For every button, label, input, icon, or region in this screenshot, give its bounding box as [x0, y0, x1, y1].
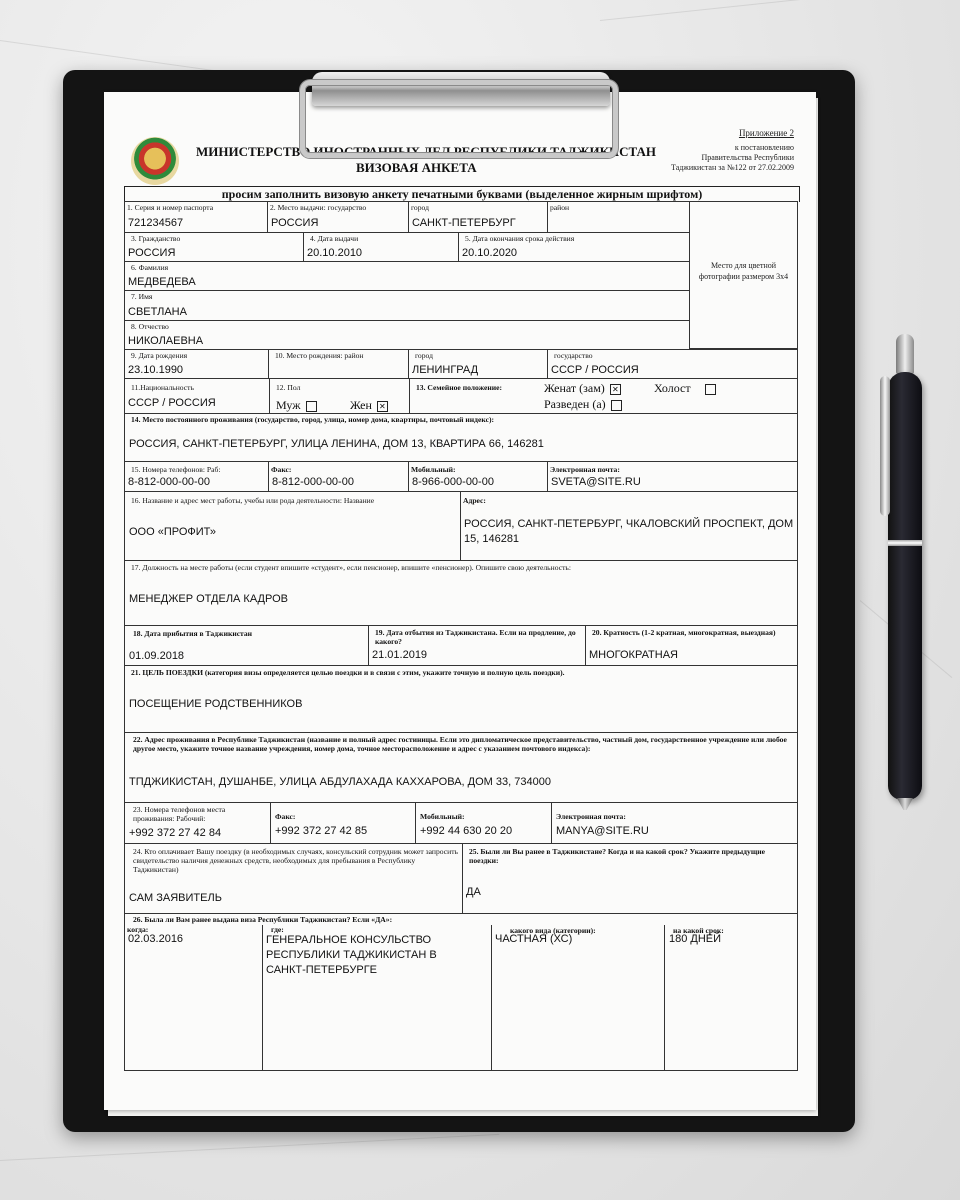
field-label: 7. Имя: [131, 292, 153, 301]
field-value: СССР / РОССИЯ: [128, 397, 216, 409]
field-value: РОССИЯ: [128, 247, 176, 259]
field-birth-date[interactable]: [124, 349, 269, 379]
option-label: Женат (зам): [544, 381, 605, 395]
marital-married-option[interactable]: [544, 381, 621, 396]
field-label: 24. Кто оплачивает Вашу поездку (в необходимых случаях, консульский сотрудник может запросить свидетельство наличия денежных средств, необходимых для пребывания в Республику Таджикистан): [133, 847, 458, 874]
field-value: 20.10.2010: [307, 247, 363, 259]
field-value: СССР / РОССИЯ: [551, 364, 639, 376]
marital-divorced-checkbox[interactable]: [611, 400, 622, 411]
field-first-name[interactable]: [124, 290, 690, 321]
field-label: 14. Место постоянного проживания (государство, город, улица, номер дома, квартиры, почтовый индекс):: [131, 415, 495, 424]
decree-line: Таджикистан за №122 от 27.02.2009: [671, 163, 794, 172]
field-label: 19. Дата отбытия из Таджикистана. Если на продление, до какого?: [375, 628, 576, 646]
photo-caption: Место для цветной фотографии размером 3х4: [698, 261, 789, 281]
field-label: 1. Серия и номер паспорта: [127, 203, 214, 212]
gender-male-checkbox[interactable]: [306, 401, 317, 412]
field-value: САНКТ-ПЕТЕРБУРГ: [412, 217, 516, 229]
appendix-label: Приложение 2: [738, 128, 794, 138]
field-label: 11.Национальность: [131, 383, 194, 392]
field-value: МЕНЕДЖЕР ОТДЕЛА КАДРОВ: [129, 593, 288, 605]
field-value: РОССИЯ, САНКТ-ПЕТЕРБУРГ, ЧКАЛОВСКИЙ ПРОСПЕКТ, ДОМ 15, 146281: [464, 518, 794, 545]
gender-female-checkbox[interactable]: ✕: [377, 401, 388, 412]
field-arrival-date[interactable]: [124, 625, 369, 666]
field-value: ПОСЕЩЕНИЕ РОДСТВЕННИКОВ: [129, 698, 303, 710]
field-value: СВЕТЛАНА: [128, 306, 187, 318]
field-label: 17. Должность на месте работы (если студент впишите «студент», если пенсионер, впишите «пенсионер). Опишите свою деятельность:: [131, 563, 571, 572]
pen: [888, 372, 922, 800]
marital-divorced-option[interactable]: [544, 397, 622, 412]
fill-instructions: просим заполнить визовую анкету печатными буквами (выделенное жирным шрифтом): [124, 186, 800, 202]
field-visa-when[interactable]: [124, 925, 263, 1071]
field-label: город: [415, 351, 433, 360]
field-citizenship[interactable]: [124, 232, 304, 262]
field-value: РОССИЯ, САНКТ-ПЕТЕРБУРГ, УЛИЦА ЛЕНИНА, ДОМ 13, КВАРТИРА 66, 146281: [129, 438, 544, 450]
marble-vein: [600, 0, 958, 21]
field-surname[interactable]: [124, 261, 690, 291]
field-residence-address[interactable]: [124, 413, 798, 462]
field-label: Электронная почта:: [550, 465, 620, 474]
field-label: на какой срок:: [673, 926, 724, 935]
field-label: город: [411, 203, 429, 212]
decree-note: [671, 128, 794, 173]
field-trip-payer[interactable]: [124, 843, 463, 914]
field-marital-status[interactable]: [409, 378, 798, 414]
field-stay-fax[interactable]: [270, 802, 416, 844]
field-value: 20.10.2020: [462, 247, 518, 259]
field-stay-mobile[interactable]: [415, 802, 552, 844]
decree-line: Правительства Республики: [701, 153, 794, 162]
field-value: НИКОЛАЕВНА: [128, 335, 204, 347]
pen-clip: [880, 376, 890, 516]
coat-of-arms-emblem: [131, 137, 179, 185]
field-label: 16. Название и адрес мест работы, учебы или рода деятельности: Название: [131, 496, 375, 505]
field-value: ДА: [466, 886, 481, 898]
form-title: ВИЗОВАЯ АНКЕТА: [356, 160, 477, 175]
option-label: Муж: [276, 398, 301, 412]
field-workplace-name[interactable]: [124, 491, 461, 561]
field-value: ГЕНЕРАЛЬНОЕ КОНСУЛЬСТВО РЕСПУБЛИКИ ТАДЖИКИСТАН В САНКТ-ПЕТЕРБУРГЕ: [266, 934, 437, 976]
option-label: Холост: [654, 381, 691, 395]
pen-tip: [897, 798, 913, 810]
field-label: 5. Дата окончания срока действия: [465, 234, 575, 243]
photo-placeholder: [689, 201, 798, 349]
field-label: Мобильный:: [420, 812, 465, 821]
field-label: 18. Дата прибытия в Таджикистан: [133, 629, 253, 638]
field-label: 2. Место выдачи: государство: [270, 203, 367, 212]
field-birth-state[interactable]: [547, 349, 798, 379]
field-label: Мобильный:: [411, 465, 456, 474]
field-label: когда:: [127, 925, 149, 934]
field-trip-purpose[interactable]: [124, 665, 798, 733]
field-label: 21. ЦЕЛЬ ПОЕЗДКИ (категория визы определяется целью поездки и в связи с этим, укажите точную и полную цель поездки).: [131, 668, 565, 677]
field-label: Факс:: [275, 812, 296, 821]
marital-single-option[interactable]: [654, 381, 716, 396]
clipboard-clip-wire: [300, 80, 618, 158]
field-label: где:: [271, 925, 284, 934]
field-label: 13. Семейное положение:: [416, 383, 503, 392]
field-expiry-date[interactable]: [458, 232, 690, 262]
field-passport-number[interactable]: [124, 201, 268, 233]
field-patronymic[interactable]: [124, 320, 690, 350]
field-entry-multiplicity[interactable]: [585, 625, 798, 666]
field-label: район: [550, 203, 570, 212]
field-fax[interactable]: [268, 461, 409, 492]
field-value: 8-812-000-00-00: [272, 476, 354, 488]
field-label: 26. Была ли Вам ранее выдана виза Республики Таджикистан? Если «ДА»:: [133, 915, 393, 924]
field-birth-city[interactable]: [408, 349, 548, 379]
field-label: 22. Адрес проживания в Республике Таджикистан (название и полный адрес гостиницы. Если это дипломатическое представительство, частный дом, государственное учреждение или любое другое место, укажите точное название учреждения, номер дома, точное месторасположение и адрес с указанием почтового индекса):: [133, 735, 787, 753]
gender-male-option[interactable]: [276, 398, 317, 413]
field-birth-district[interactable]: [268, 349, 409, 379]
field-stay-phone-work[interactable]: [124, 802, 271, 844]
field-value: MANYA@SITE.RU: [556, 825, 649, 837]
field-email[interactable]: [547, 461, 798, 492]
field-label: Адрес:: [463, 496, 486, 505]
pen-ring: [888, 540, 922, 546]
field-value: +992 372 27 42 84: [129, 827, 222, 839]
field-value: ТПДЖИКИСТАН, ДУШАНБЕ, УЛИЦА АБДУЛАХАДА КАХХАРОВА, ДОМ 33, 734000: [129, 776, 551, 788]
field-issue-district[interactable]: [547, 201, 690, 233]
marble-vein: [0, 1134, 499, 1161]
field-label: 9. Дата рождения: [131, 351, 188, 360]
field-previous-visits[interactable]: [462, 843, 798, 914]
field-value: ЛЕНИНГРАД: [412, 364, 479, 376]
field-value: САМ ЗАЯВИТЕЛЬ: [129, 892, 222, 904]
field-label: 12. Пол: [276, 383, 301, 392]
field-position[interactable]: [124, 560, 798, 626]
field-label: какого вида (категории):: [510, 926, 596, 935]
field-visa-where[interactable]: [262, 925, 492, 1071]
option-label: Разведен (а): [544, 397, 606, 411]
field-issue-country[interactable]: [267, 201, 409, 233]
field-label: Факс:: [271, 465, 292, 474]
field-label: 4. Дата выдачи: [310, 234, 359, 243]
field-label: 3. Гражданство: [131, 234, 181, 243]
field-mobile[interactable]: [408, 461, 548, 492]
marital-married-checkbox[interactable]: ✕: [610, 384, 621, 395]
field-label: 6. Фамилия: [131, 263, 169, 272]
field-value: 02.03.2016: [128, 933, 184, 945]
pen-cap-top: [896, 334, 914, 374]
field-workplace-address[interactable]: [460, 491, 798, 561]
field-value: 01.09.2018: [129, 650, 185, 662]
field-phone-work[interactable]: [124, 461, 269, 492]
field-label: Электронная почта:: [556, 812, 626, 821]
field-value: 21.01.2019: [372, 649, 428, 661]
field-value: МЕДВЕДЕВА: [128, 276, 196, 288]
field-issue-date[interactable]: [303, 232, 459, 262]
field-stay-address[interactable]: [124, 732, 798, 803]
field-label: государство: [554, 351, 593, 360]
field-label: 10. Место рождения: район: [275, 351, 364, 360]
field-label: 8. Отчество: [131, 322, 169, 331]
field-value: 23.10.1990: [128, 364, 184, 376]
field-nationality[interactable]: [124, 378, 270, 414]
field-value: РОССИЯ: [271, 217, 319, 229]
marital-single-checkbox[interactable]: [705, 384, 716, 395]
field-value: 8-812-000-00-00: [128, 476, 210, 488]
field-label: 23. Номера телефонов места проживания: Рабочий:: [133, 805, 226, 823]
field-label: 25. Были ли Вы ранее в Таджикистане? Когда и на какой срок? Укажите предыдущие поездки:: [469, 847, 765, 865]
field-value: 8-966-000-00-00: [412, 476, 494, 488]
field-value: 721234567: [128, 217, 184, 229]
field-value: +992 44 630 20 20: [420, 825, 513, 837]
field-gender[interactable]: [269, 378, 410, 414]
field-value: ООО «ПРОФИТ»: [129, 526, 217, 538]
field-value: МНОГОКРАТНАЯ: [589, 649, 678, 661]
field-issue-city[interactable]: [408, 201, 548, 233]
gender-female-option[interactable]: [350, 398, 388, 413]
field-departure-date[interactable]: [368, 625, 586, 666]
field-value: +992 372 27 42 85: [275, 825, 368, 837]
field-value: ЧАСТНАЯ (ХС): [495, 933, 573, 945]
option-label: Жен: [350, 398, 372, 412]
field-value: SVETA@SITE.RU: [551, 476, 641, 488]
field-label: 20. Кратность (1-2 кратная, многократная, выездная): [592, 628, 776, 637]
field-stay-email[interactable]: [551, 802, 798, 844]
field-value: 180 ДНЕЙ: [669, 933, 722, 945]
field-visa-type[interactable]: [491, 925, 665, 1071]
field-visa-term[interactable]: [664, 925, 798, 1071]
field-label: 15. Номера телефонов: Раб:: [131, 465, 221, 474]
ministry-title: МИНИСТЕРСТВО ИНОСТРАННЫХ ДЕЛ РЕСПУБЛИКИ ТАДЖИКИСТАН: [196, 144, 657, 159]
decree-line: к постановлению: [734, 143, 794, 152]
